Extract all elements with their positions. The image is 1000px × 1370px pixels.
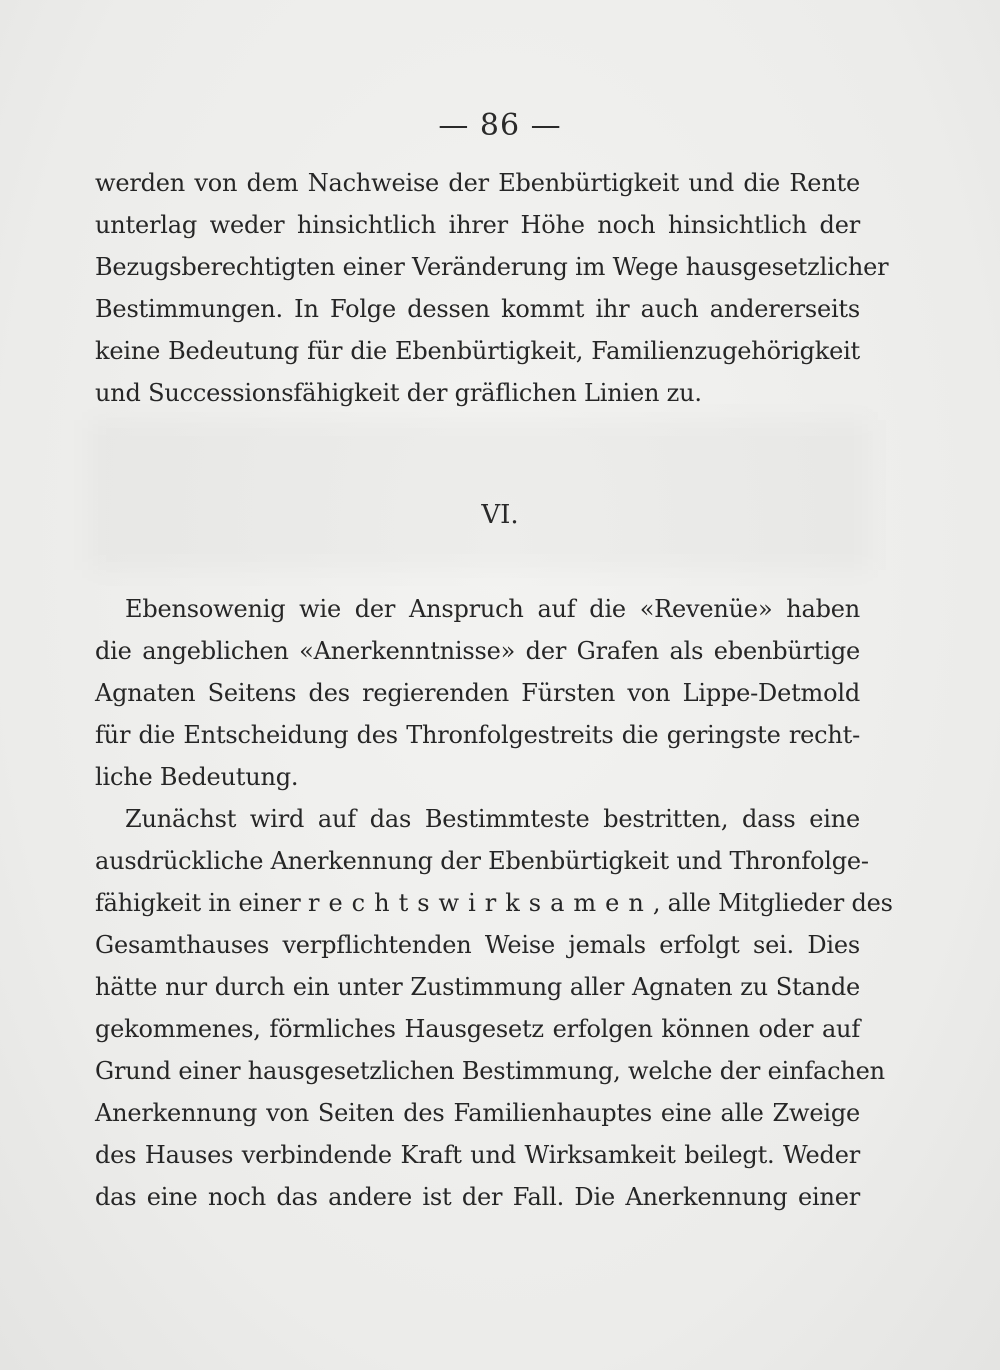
text-after-emphasis: , alle Mitglieder des	[652, 889, 893, 917]
paragraph-line: die angeblichen «Anerkenntnisse» der Grafen als ebenbürtige	[95, 637, 860, 665]
paragraph-1	[95, 162, 889, 414]
paragraph-line: Bestimmungen. In Folge dessen kommt ihr auch andererseits	[95, 295, 860, 323]
paragraph-line: für die Entscheidung des Thronfolgestreits die geringste recht-	[95, 721, 860, 749]
paragraph-line: das eine noch das andere ist der Fall. Die Anerkennung einer	[95, 1183, 860, 1211]
paragraph-line: Anerkennung von Seiten des Familienhauptes eine alle Zweige	[95, 1099, 860, 1127]
paragraph-line: Agnaten Seitens des regierenden Fürsten von Lippe-Detmold	[95, 679, 860, 707]
paragraph-line: ausdrückliche Anerkennung der Ebenbürtigkeit und Thronfolge-	[95, 847, 869, 875]
paragraph-line: Gesamthauses verpflichtenden Weise jemals erfolgt sei. Dies	[95, 931, 860, 959]
text-before-emphasis: fähigkeit in einer	[95, 889, 308, 917]
paragraph-line: liche Bedeutung.	[95, 763, 299, 791]
paragraph-line: unterlag weder hinsichtlich ihrer Höhe noch hinsichtlich der	[95, 211, 860, 239]
paragraph-line: gekommenes, förmliches Hausgesetz erfolgen können oder auf	[95, 1015, 860, 1043]
paragraph-line: und Successionsfähigkeit der gräflichen Linien zu.	[95, 379, 702, 407]
paragraph-line-emphasis	[95, 882, 893, 924]
section-heading: VI.	[481, 500, 519, 530]
page-number: — 86 —	[438, 108, 562, 143]
paragraph-line: hätte nur durch ein unter Zustimmung aller Agnaten zu Stande	[95, 973, 860, 1001]
paragraph-line: keine Bedeutung für die Ebenbürtigkeit, Familienzugehörigkeit	[95, 337, 860, 365]
paragraph-line: des Hauses verbindende Kraft und Wirksamkeit beilegt. Weder	[95, 1141, 860, 1169]
scan-shadow	[90, 420, 870, 570]
paragraph-line: werden von dem Nachweise der Ebenbürtigkeit und die Rente	[95, 169, 860, 197]
paragraph-line: Ebensowenig wie der Anspruch auf die «Revenüe» haben	[125, 595, 860, 623]
paragraph-line: Grund einer hausgesetzlichen Bestimmung, welche der einfachen	[95, 1057, 885, 1085]
paragraph-3	[95, 798, 893, 1218]
paragraph-line: Zunächst wird auf das Bestimmteste bestritten, dass eine	[125, 805, 860, 833]
paragraph-2	[95, 588, 860, 798]
paragraph-line: Bezugsberechtigten einer Veränderung im Wege hausgesetzlicher	[95, 253, 889, 281]
emphasized-word: rechtswirksamen	[308, 889, 653, 917]
